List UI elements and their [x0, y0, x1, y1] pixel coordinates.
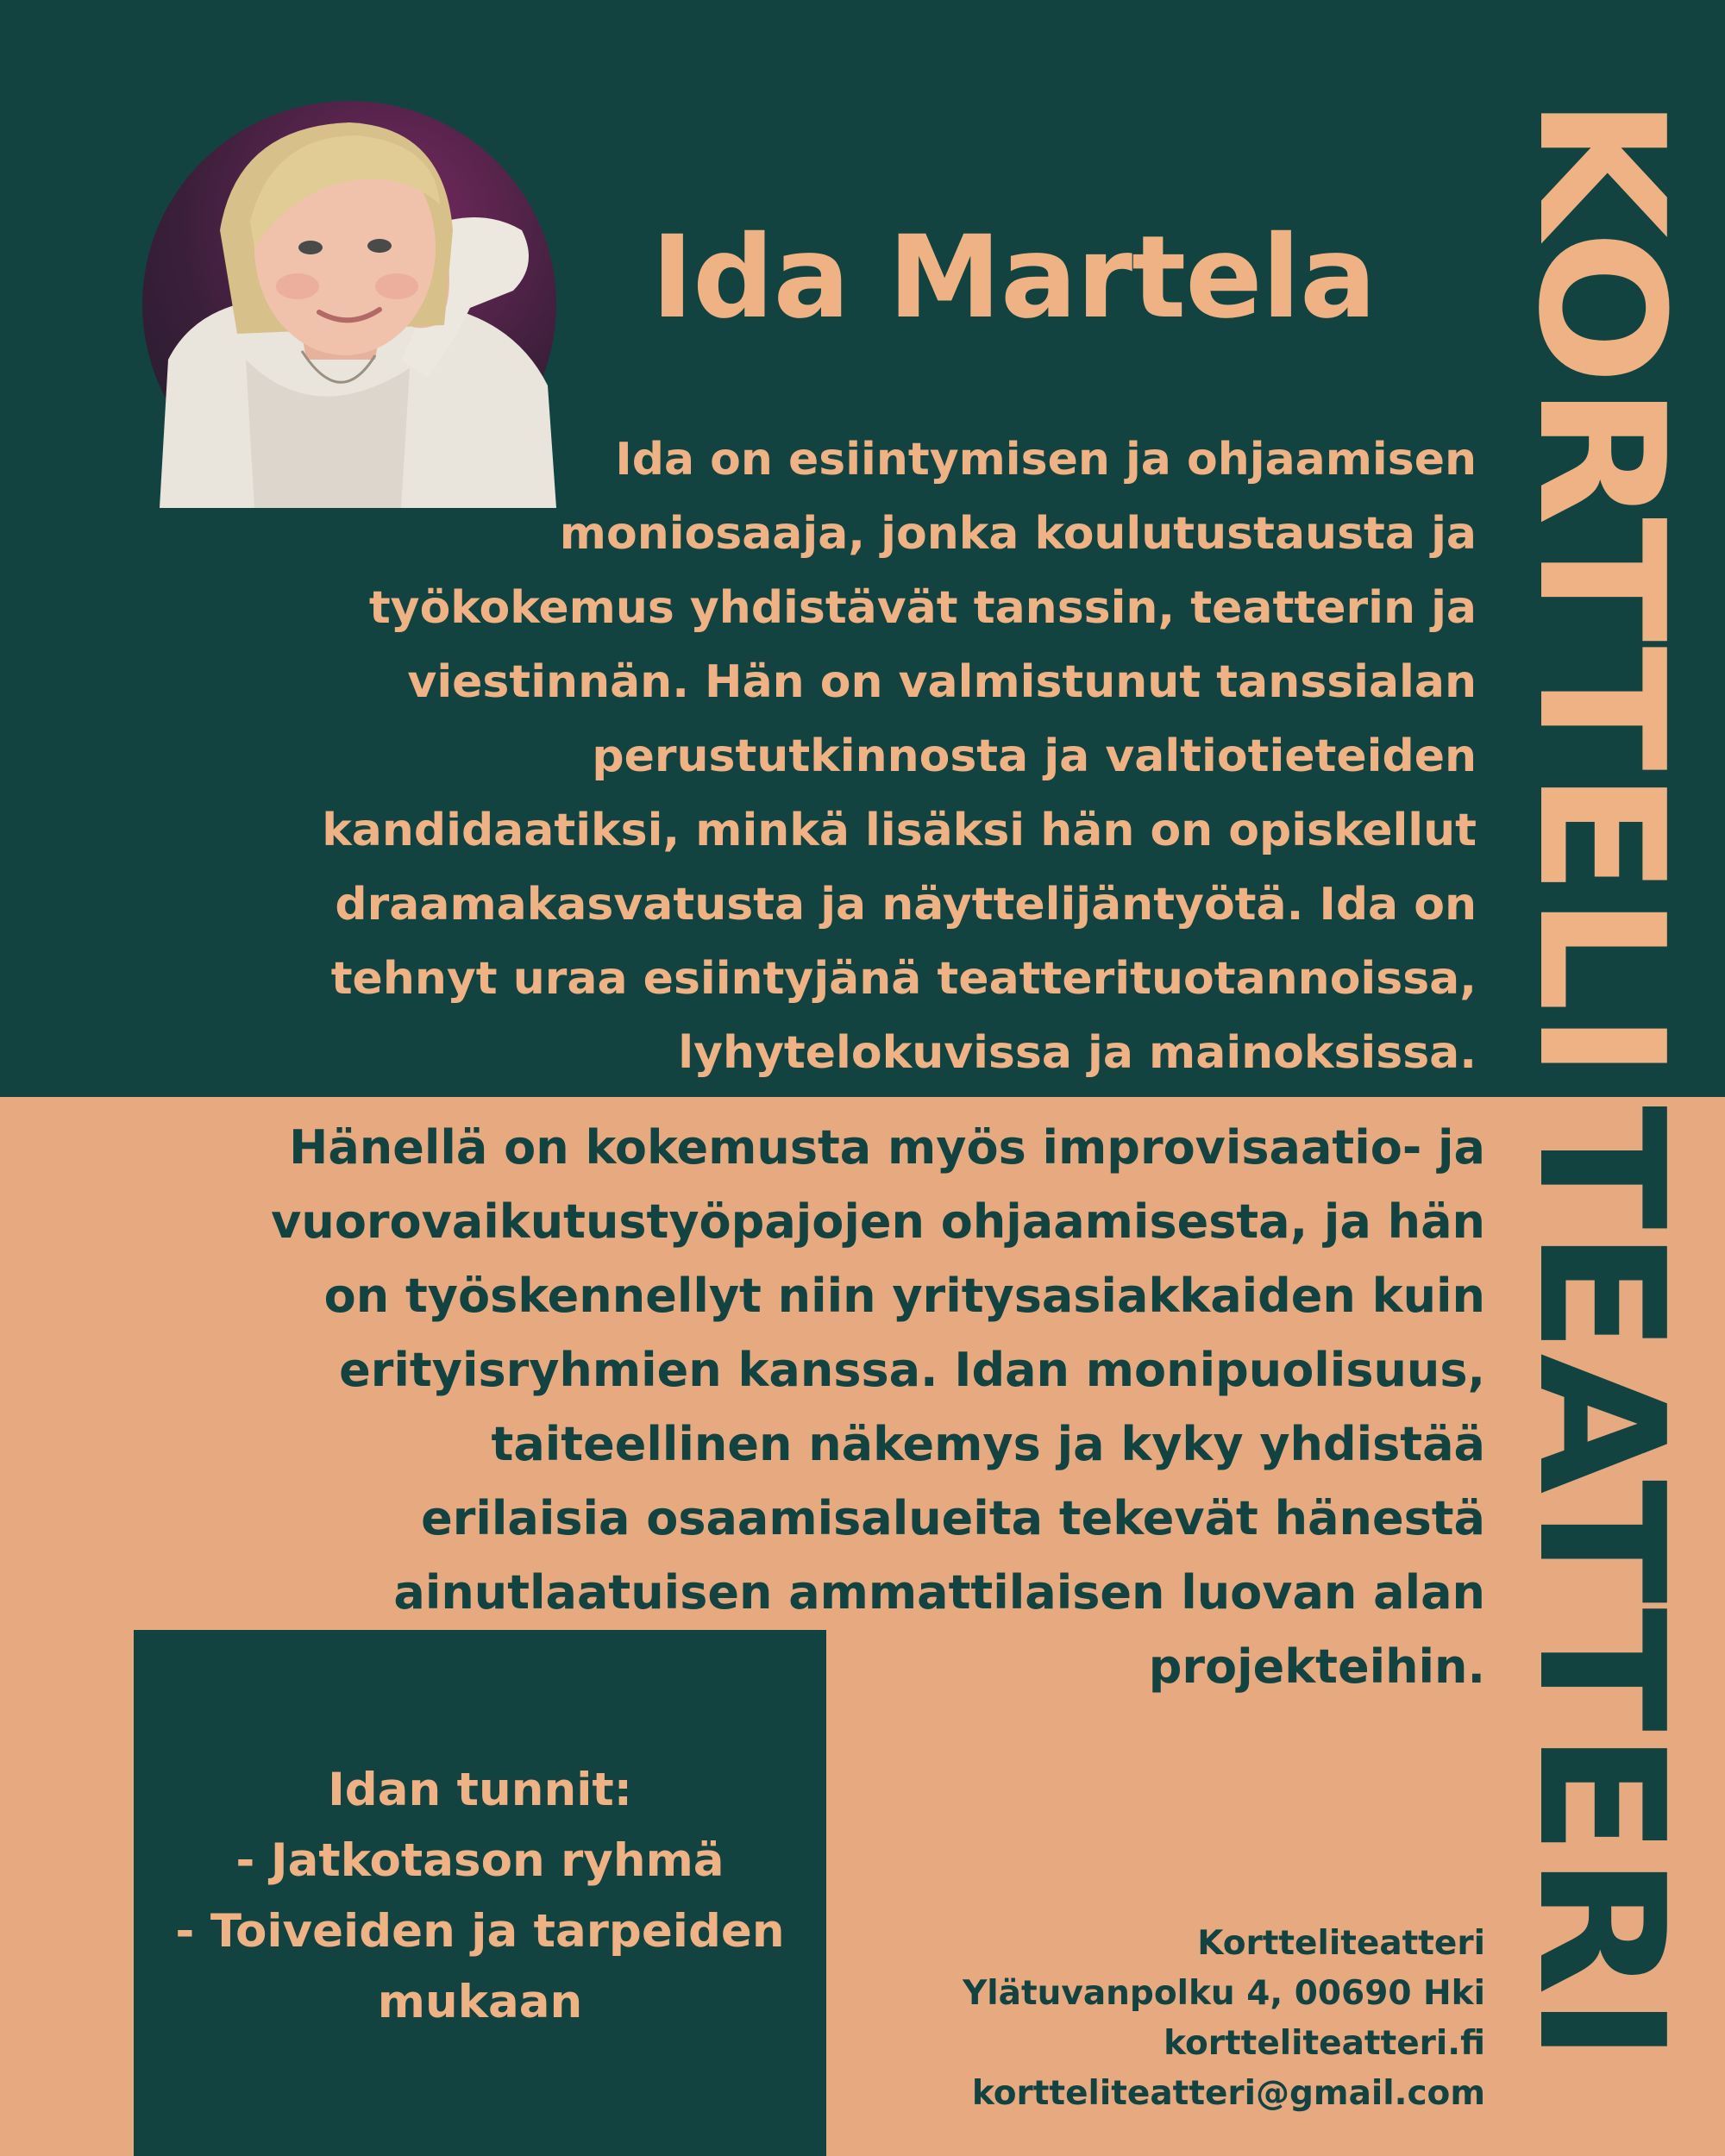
lessons-item: mukaan	[377, 1976, 583, 2028]
lessons-heading: Idan tunnit:	[328, 1764, 632, 1816]
bio-line: kandidaatiksi, minkä lisäksi hän on opiskellut	[322, 805, 1477, 856]
bio-line: erityisryhmien kanssa. Idan monipuolisuus,	[339, 1343, 1485, 1397]
logo-text-top: KORTTELI	[1500, 97, 1701, 1025]
bio-line: vuorovaikutustyöpajojen ohjaamisesta, ja hän	[271, 1194, 1485, 1249]
bio-line: Hänellä on kokemusta myös improvisaatio- ja	[289, 1120, 1485, 1175]
contact-info	[709, 1919, 1485, 2119]
bio-line: Ida on esiintymisen ja ohjaamisen	[615, 434, 1477, 486]
bio-line: työkokemus yhdistävät tanssin, teatterin ja	[368, 582, 1477, 634]
bio-line: perustutkinnosta ja valtiotieteiden	[592, 730, 1477, 782]
person-name: Ida Martela	[650, 211, 1377, 344]
bio-line: projekteihin.	[1148, 1639, 1485, 1694]
bio-line: taiteellinen näkemys ja kyky yhdistää	[491, 1417, 1485, 1471]
contact-address: Ylätuvanpolku 4, 00690 Hki	[963, 1974, 1485, 2013]
contact-website-link[interactable]: kortteliteatteri.fi	[1164, 2024, 1485, 2063]
bio-paragraph-2	[122, 1111, 1485, 1704]
kortteliteatteri-logo	[1500, 97, 1701, 2071]
lessons-item: - Toiveiden ja tarpeiden	[175, 1905, 785, 1958]
bio-line: draamakasvatusta ja näyttelijäntyötä. Ida on	[335, 879, 1477, 931]
vertical-logo-svg	[1500, 97, 1701, 2071]
bio-line: tehnyt uraa esiintyjänä teatterituotannoissa,	[330, 953, 1477, 1005]
bio-line: lyhytelokuvissa ja mainoksissa.	[678, 1027, 1477, 1079]
bio-line: erilaisia osaamisalueita tekevät hänestä	[421, 1491, 1485, 1545]
contact-email-link[interactable]: kortteliteatteri@gmail.com	[971, 2074, 1485, 2113]
bio-line: ainutlaatuisen ammattilaisen luovan alan	[393, 1565, 1485, 1620]
logo-text-bottom: TEATTERI	[1500, 1106, 1701, 2015]
bio-line: moniosaaja, jonka koulutustausta ja	[559, 508, 1477, 560]
bio-line: viestinnän. Hän on valmistunut tanssialan	[407, 656, 1477, 708]
lessons-item: - Jatkotason ryhmä	[235, 1834, 724, 1887]
bio-paragraph-1	[131, 423, 1477, 1090]
bio-line: on työskennellyt niin yritysasiakkaiden kuin	[323, 1269, 1485, 1323]
contact-org: Kortteliteatteri	[1197, 1924, 1485, 1963]
